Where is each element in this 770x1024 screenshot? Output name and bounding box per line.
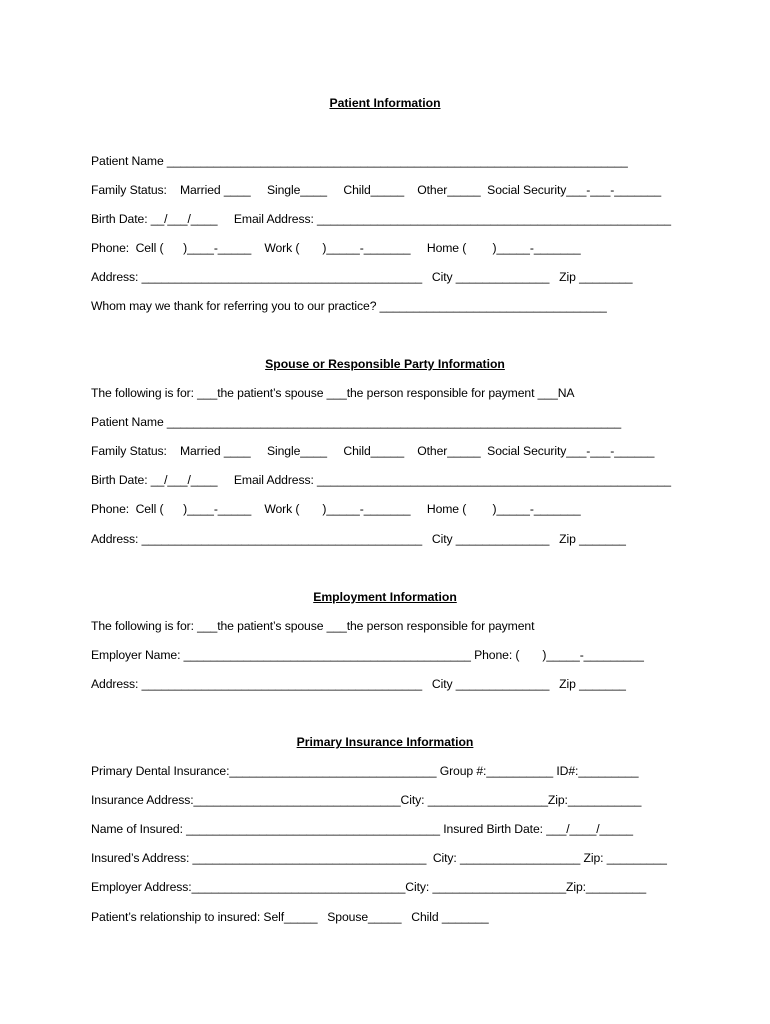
spouse-following-for-line[interactable]: The following is for: ___the patient’s spouse ___the person responsible for payment ___NA bbox=[91, 386, 575, 400]
spouse-name-line[interactable]: Patient Name ____________________________________________________________________ bbox=[91, 415, 622, 429]
spouse-phone-line[interactable]: Phone: Cell ( )____-_____ Work ( )_____-_______ Home ( )_____-_______ bbox=[91, 502, 581, 516]
spouse-info-heading: Spouse or Responsible Party Information bbox=[265, 357, 505, 371]
employer-address-line[interactable]: Address: __________________________________________ City ______________ Zip _______ bbox=[91, 677, 626, 691]
spouse-birth-date-email-line[interactable]: Birth Date: __/___/____ Email Address: _____________________________________________________ bbox=[91, 473, 671, 487]
patient-info-heading: Patient Information bbox=[329, 96, 441, 110]
family-status-line[interactable]: Family Status: Married ____ Single____ Child_____ Other_____ Social Security___-___-_______ bbox=[91, 183, 662, 197]
relationship-line[interactable]: Patient’s relationship to insured: Self_____ Spouse_____ Child _______ bbox=[91, 910, 489, 924]
spouse-address-line[interactable]: Address: __________________________________________ City ______________ Zip _______ bbox=[91, 532, 626, 546]
employment-following-for-line[interactable]: The following is for: ___the patient’s spouse ___the person responsible for payment bbox=[91, 619, 535, 633]
birth-date-email-line[interactable]: Birth Date: __/___/____ Email Address: _____________________________________________________ bbox=[91, 212, 671, 226]
employer-address-insured-line[interactable]: Employer Address:________________________________City: ____________________Zip:_________ bbox=[91, 880, 647, 894]
spouse-family-status-line[interactable]: Family Status: Married ____ Single____ Child_____ Other_____ Social Security___-___-______ bbox=[91, 444, 655, 458]
dental-insurance-line[interactable]: Primary Dental Insurance:_______________________________ Group #:__________ ID#:_________ bbox=[91, 764, 639, 778]
patient-name-line[interactable]: Patient Name _____________________________________________________________________ bbox=[91, 154, 628, 168]
employer-name-line[interactable]: Employer Name: ___________________________________________ Phone: ( )_____-_________ bbox=[91, 648, 644, 662]
name-of-insured-line[interactable]: Name of Insured: ______________________________________ Insured Birth Date: ___/____/_____ bbox=[91, 822, 633, 836]
referral-line[interactable]: Whom may we thank for referring you to our practice? __________________________________ bbox=[91, 299, 607, 313]
phone-line[interactable]: Phone: Cell ( )____-_____ Work ( )_____-_______ Home ( )_____-_______ bbox=[91, 241, 581, 255]
insured-address-line[interactable]: Insured’s Address: ___________________________________ City: __________________ Zip: _________ bbox=[91, 851, 667, 865]
insurance-address-line[interactable]: Insurance Address:_______________________________City: __________________Zip:___________ bbox=[91, 793, 642, 807]
employment-info-heading: Employment Information bbox=[313, 590, 457, 604]
address-line[interactable]: Address: __________________________________________ City ______________ Zip ________ bbox=[91, 270, 633, 284]
insurance-info-heading: Primary Insurance Information bbox=[296, 735, 474, 749]
